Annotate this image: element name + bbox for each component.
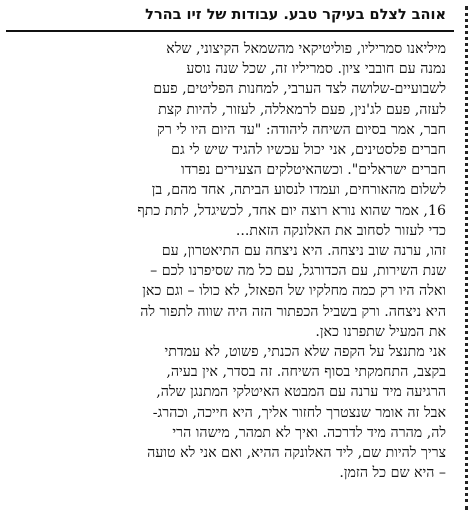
text-line: חברים פלסטינים, אני יכול עכשיו להגיד שיש לי גם — [171, 142, 446, 159]
article-paragraph-2 — [16, 241, 446, 342]
text-line: צריך להיות שם, ליד האלונקה ההיא, ואם אני לא טועה — [147, 445, 446, 462]
text-line: חברים ישראלים". וכשהאיטלקים הצעירים נפרדו — [180, 162, 446, 179]
article-headline: אוהב לצלם בעיקר טבע. עבודות של זיו בהרל — [6, 4, 454, 32]
text-line: כדי לעזור לסחוב את האלונקה הזאת... — [235, 222, 446, 239]
text-line: אבל זה אומר שנצטרך לחזור אליך, היא חייכה, וכהרג- — [152, 404, 446, 421]
article-paragraph-3 — [16, 342, 446, 483]
dotted-border — [465, 6, 468, 510]
text-line: לעזה, פעם לג'נין, פעם לרמאללה, לעזור, להיות קצת — [158, 101, 446, 118]
text-line: לשלום מהאורחים, ועמדו לנסוע הביתה, אחד מהם, בן — [151, 182, 446, 199]
article-paragraph-1 — [16, 39, 446, 241]
text-line: זהו, ערנה שוב ניצחה. היא ניצחה עם התיאטרון, עם — [161, 243, 446, 260]
text-line: 16, אמר שהוא נורא רוצה יום אחד, לכשיגדל, לתת כתף — [137, 202, 446, 219]
text-line: נמנה עם חובבי ציון. סמריליו זה, שכל שנה נוסע — [186, 61, 446, 78]
text-line: לה, מהרה מיד לדרכה. ואיך לא תמהר, מישהו הרי — [172, 424, 446, 441]
text-line: לשבועיים-שלושה לצד הערבי, למחנות הפליטים, פעם — [153, 81, 446, 98]
text-line: הרגיעה מיד ערנה עם המבטא האיטלקי המתנגן שלה, — [156, 384, 446, 401]
article-clipping — [6, 4, 454, 512]
text-line: ואלה היו רק כמה מחלקיו של הפאזל, לא כולו – וגם כאן — [142, 283, 446, 300]
text-line: חבר, אמר בסיום השיחה ליהודה: "עד היום היו לי רק — [157, 121, 446, 138]
text-line: אני מתנצל על הקפה שלא הכנתי, פשוט, לא עמדתי — [164, 344, 446, 361]
text-line: את המעיל שתפרנו כאן. — [315, 323, 446, 340]
text-line: – היא שם כל הזמן. — [339, 465, 446, 482]
article-body — [6, 32, 454, 483]
text-line: שנת השירות, עם הכדורגל, עם כל מה שסיפרנו לכם – — [150, 263, 446, 280]
text-line: מיליאנו סמריליו, פוליטיקאי מהשמאל הקיצוני, שלא — [166, 41, 446, 57]
text-line: היא ניצחה. ורק בשביל הכפתור הזה היה שווה לתפור לה — [140, 303, 446, 320]
text-line: בקצב, התחמקתי בסוף השיחה. זה בסדר, אין בעיה, — [166, 364, 446, 381]
